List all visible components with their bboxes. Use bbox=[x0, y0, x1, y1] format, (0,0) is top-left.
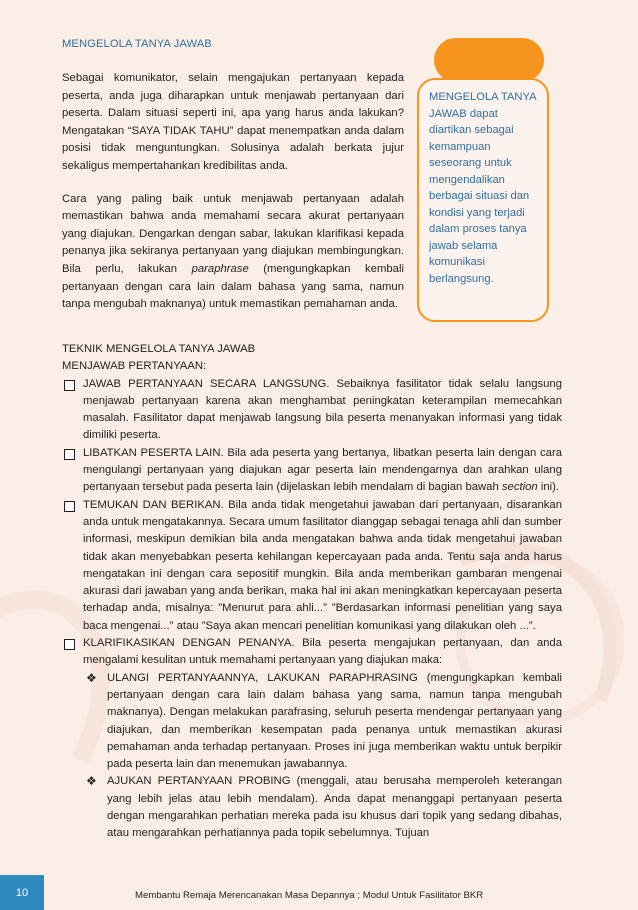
main-content bbox=[62, 341, 562, 843]
checkbox-bullet-icon bbox=[64, 639, 75, 650]
intro-paragraph-2 bbox=[62, 191, 404, 314]
page-number: 10 bbox=[0, 875, 44, 910]
intro-p2-text-b: (mengungkapkan kembali pertanyaan dengan cara lain dalam bahasa yang sama, namun tanpa mengubah maknanya) untuk memastikan pemahaman anda. bbox=[62, 262, 404, 311]
intro-section bbox=[62, 70, 404, 329]
list-item: KLARIFIKASIKAN DENGAN PENANYA. Bila peserta mengajukan pertanyaan, dan anda mengalami kesulitan untuk memahami pertanyaan yang diajukan maka: bbox=[62, 635, 562, 670]
list-item: JAWAB PERTANYAAN SECARA LANGSUNG. Sebaiknya fasilitator tidak selalu langsung menjawab pertanyaan karena akan menghambat peningkatan keterampilan memecahkan masalah. Fasilitator dapat menjawab langsung bila peserta menanyakan informasi yang tidak dimiliki peserta. bbox=[62, 376, 562, 445]
checkbox-bullet-icon bbox=[64, 380, 75, 391]
intro-p2-text-a: Cara yang paling baik untuk menjawab pertanyaan adalah memastikan bahwa anda memahami secara akurat pertanyaan yang diajukan. Dengarkan dengan sabar, lakukan klarifikasi kepada penanya jika sekiranya pertanyaan yang diajukan membingungkan. Bila perlu, lakukan bbox=[62, 192, 404, 275]
diamond-bullet-icon: ❖ bbox=[86, 670, 97, 685]
sub-list-item: ❖ ULANGI PERTANYAANNYA, LAKUKAN PARAPHRASING (mengungkapkan kembali pertanyaan dengan cara lain dalam bahasa yang sama, namun tanpa mengubah maknanya). Dengan melakukan parafrasing, seluruh peserta mendengar pertanyaan yang diajukan, dan memberikan kesempatan pada penanya untuk memastikan akurasi pemahaman anda terhadap pertanyaan. Proses ini juga memberikan waktu untuk berpikir pada peserta lain dan menemukan jawabannya. bbox=[86, 670, 562, 771]
sidebox-tab-decoration bbox=[434, 38, 544, 82]
page-heading: MENGELOLA TANYA JAWAB bbox=[62, 38, 212, 50]
intro-p2-italic: paraphrase bbox=[191, 262, 249, 275]
diamond-bullet-icon: ❖ bbox=[86, 774, 97, 789]
checkbox-bullet-icon bbox=[64, 501, 75, 512]
section-title: TEKNIK MENGELOLA TANYA JAWAB bbox=[62, 343, 256, 355]
footer-text: Membantu Remaja Merencanakan Masa Depannya ; Modul Untuk Fasilitator BKR bbox=[135, 890, 484, 901]
list-item: TEMUKAN DAN BERIKAN. Bila anda tidak mengetahui jawaban dari pertanyaan, disarankan anda untuk mengatakannya. Secara umum fasilitator dianggap sebagai tenaga ahli dan sumber informasi, meskipun demikian bila anda mengatakan bahwa anda tidak mengetahui jawaban tidak akan menyebabkan peserta kehilangan kepercayaan pada anda. Tentu saja anda harus mengatakan ini dengan cara sepositif mungkin. Bila anda memberikan gambaran mengenai akurasi dari jawaban yang anda berikan, maka hal ini akan meningkatkan kepercayaan peserta terhadap anda, misalnya: ”Menurut para ahli...” ”Berdasarkan informasi penelitian yang saya baca mengenai...” atau ”Saya akan mencari penelitian komunikasi yang dilakukan oleh ...”. bbox=[62, 497, 562, 635]
definition-text: MENGELOLA TANYA JAWAB dapat diartikan sebagai kemampuan seseorang untuk mengendalikan berbagai situasi dan kondisi yang terjadi dalam proses tanya jawab selama komunikasi berlangsung. bbox=[429, 91, 536, 285]
checkbox-bullet-icon bbox=[64, 449, 75, 460]
list-item: LIBATKAN PESERTA LAIN. Bila ada peserta yang bertanya, libatkan peserta lain dengan cara mengulangi pertanyaan yang diajukan agar peserta lain mendengarnya dan arahkan ulang pertanyaan tersebut pada peserta lain (dijelaskan lebih mendalam di bagian bawah section ini). bbox=[62, 445, 562, 497]
sub-list-item: ❖ AJUKAN PERTANYAAN PROBING (menggali, atau berusaha memperoleh keterangan yang lebih jelas atau lebih mendalam). Anda dapat menanggapi pertanyaan peserta dengan mengarahkan perhatian mereka pada isu khusus dari topik yang sedang dibahas, atau mengarahkan perhatiannya pada topik sebelumnya. Tujuan bbox=[86, 774, 562, 840]
section-subtitle: MENJAWAB PERTANYAAN: bbox=[62, 360, 207, 373]
intro-paragraph-1: Sebagai komunikator, selain mengajukan pertanyaan kepada peserta, anda juga diharapkan untuk menjawab pertanyaan dari peserta. Dalam situasi seperti ini, apa yang harus anda lakukan? Mengatakan “SAYA TIDAK TAHU” dapat menempatkan anda dalam posisi tidak menguntungkan. Solusinya adalah berkata jujur sekaligus mempertahankan kredibilitas anda. bbox=[62, 72, 404, 172]
